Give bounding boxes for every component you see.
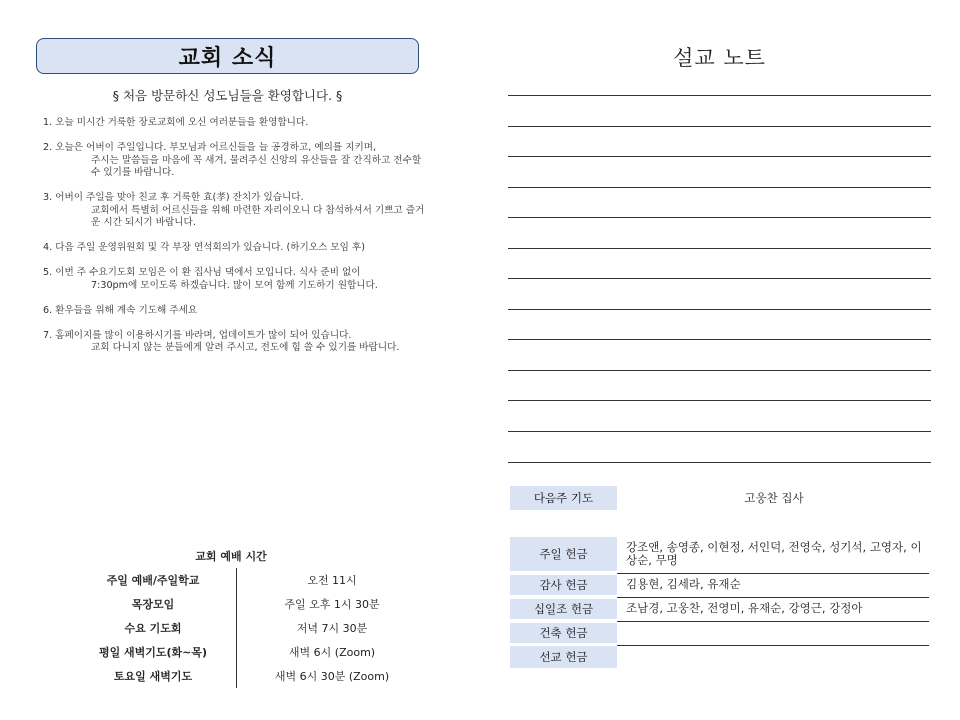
note-line <box>508 431 931 432</box>
offering-label: 주일 헌금 <box>510 537 617 571</box>
note-line <box>508 462 931 463</box>
worship-divider <box>236 568 237 688</box>
worship-name: 주일 예배/주일학교 <box>106 574 200 587</box>
worship-row <box>70 596 430 620</box>
worship-name: 목장모임 <box>131 598 175 611</box>
notice-item-2: 2. 오늘은 어버이 주일입니다. 부모님과 어르신들을 늘 공경하고, 예의를 지키며, 주시는 말씀들을 마음에 꼭 새겨, 물려주신 신앙의 유산들을 잘 간직하고 전수할 수 있기를 바랍니다. <box>43 141 422 179</box>
worship-time: 저녁 7시 30분 <box>296 622 368 635</box>
note-line <box>508 156 931 157</box>
worship-row <box>70 644 430 668</box>
notice-item-6: 6. 환우들을 위해 계속 기도해 주세요 <box>43 304 198 316</box>
offering-label: 감사 헌금 <box>510 575 617 595</box>
note-line <box>508 309 931 310</box>
worship-schedule-title: 교회 예배 시간 <box>195 550 267 563</box>
notice-item-1: 1. 오늘 미시간 거룩한 장로교회에 오신 여러분들을 환영합니다. <box>43 117 309 128</box>
offering-value: 조남경, 고웅찬, 전영미, 유재순, 강영근, 강정아 <box>626 601 863 615</box>
notice-item-3: 3. 어버이 주일을 맞아 친교 후 거룩한 효(孝) 잔치가 있습니다. 교회에서 특별히 어르신들을 위해 마련한 자리이오니 다 참석하셔서 기쁘고 즐거운 시간 되시기 바랍니다. <box>43 192 425 229</box>
note-line <box>508 400 931 401</box>
prayer-label: 다음주 기도 <box>510 486 617 510</box>
note-line <box>508 278 931 279</box>
notice-list <box>43 117 433 367</box>
note-line <box>508 126 931 127</box>
offering-divider <box>617 621 929 622</box>
worship-time: 새벽 6시 (Zoom) <box>288 646 376 659</box>
worship-row <box>70 620 430 644</box>
notice-item-4: 4. 다음 주일 운영위원회 및 각 부장 연석회의가 있습니다. (하기오스 모임 후) <box>43 242 365 254</box>
notice-item-7: 7. 홈페이지를 많이 이용하시기를 바라며, 업데이트가 많이 되어 있습니다. 교회 다니지 않는 분들에게 알려 주시고, 전도에 힘 쓸 수 있기를 바랍니다. <box>43 329 400 354</box>
sermon-notes-title: 설교 노트 <box>673 46 766 70</box>
offering-divider <box>617 645 929 646</box>
note-line <box>508 248 931 249</box>
note-line <box>508 217 931 218</box>
worship-time: 오전 11시 <box>307 574 357 587</box>
offering-label: 십일조 헌금 <box>510 599 617 619</box>
worship-name: 수요 기도회 <box>124 622 182 635</box>
prayer-value: 고웅찬 집사 <box>744 491 804 505</box>
welcome-message: § 처음 방문하신 성도님들을 환영합니다. § <box>112 88 343 103</box>
worship-row <box>70 572 430 596</box>
offering-divider <box>617 597 929 598</box>
note-line <box>508 370 931 371</box>
news-title: 교회 소식 <box>178 45 277 71</box>
note-line <box>508 339 931 340</box>
note-line <box>508 95 931 96</box>
news-title-box <box>36 38 419 74</box>
offering-value: 강조앤, 송영종, 이현정, 서인덕, 전영숙, 성기석, 고영자, 이상순, 무명 <box>626 540 922 567</box>
offering-value: 김용현, 김세라, 유재순 <box>626 577 741 591</box>
worship-row <box>70 668 430 692</box>
note-line <box>508 187 931 188</box>
notice-item-5: 5. 이번 주 수요기도회 모임은 이 환 집사님 댁에서 모입니다. 식사 준비 없이 7:30pm에 모이도록 하겠습니다. 많이 모여 함께 기도하기 원합니다. <box>43 267 378 291</box>
worship-name: 토요일 새벽기도 <box>113 670 193 683</box>
offering-label: 건축 헌금 <box>510 623 617 643</box>
worship-time: 주일 오후 1시 30분 <box>284 598 380 611</box>
worship-name: 평일 새벽기도(화~목) <box>98 646 208 659</box>
worship-time: 새벽 6시 30분 (Zoom) <box>274 670 390 683</box>
offering-label: 선교 헌금 <box>510 646 617 668</box>
offering-divider <box>617 573 929 574</box>
